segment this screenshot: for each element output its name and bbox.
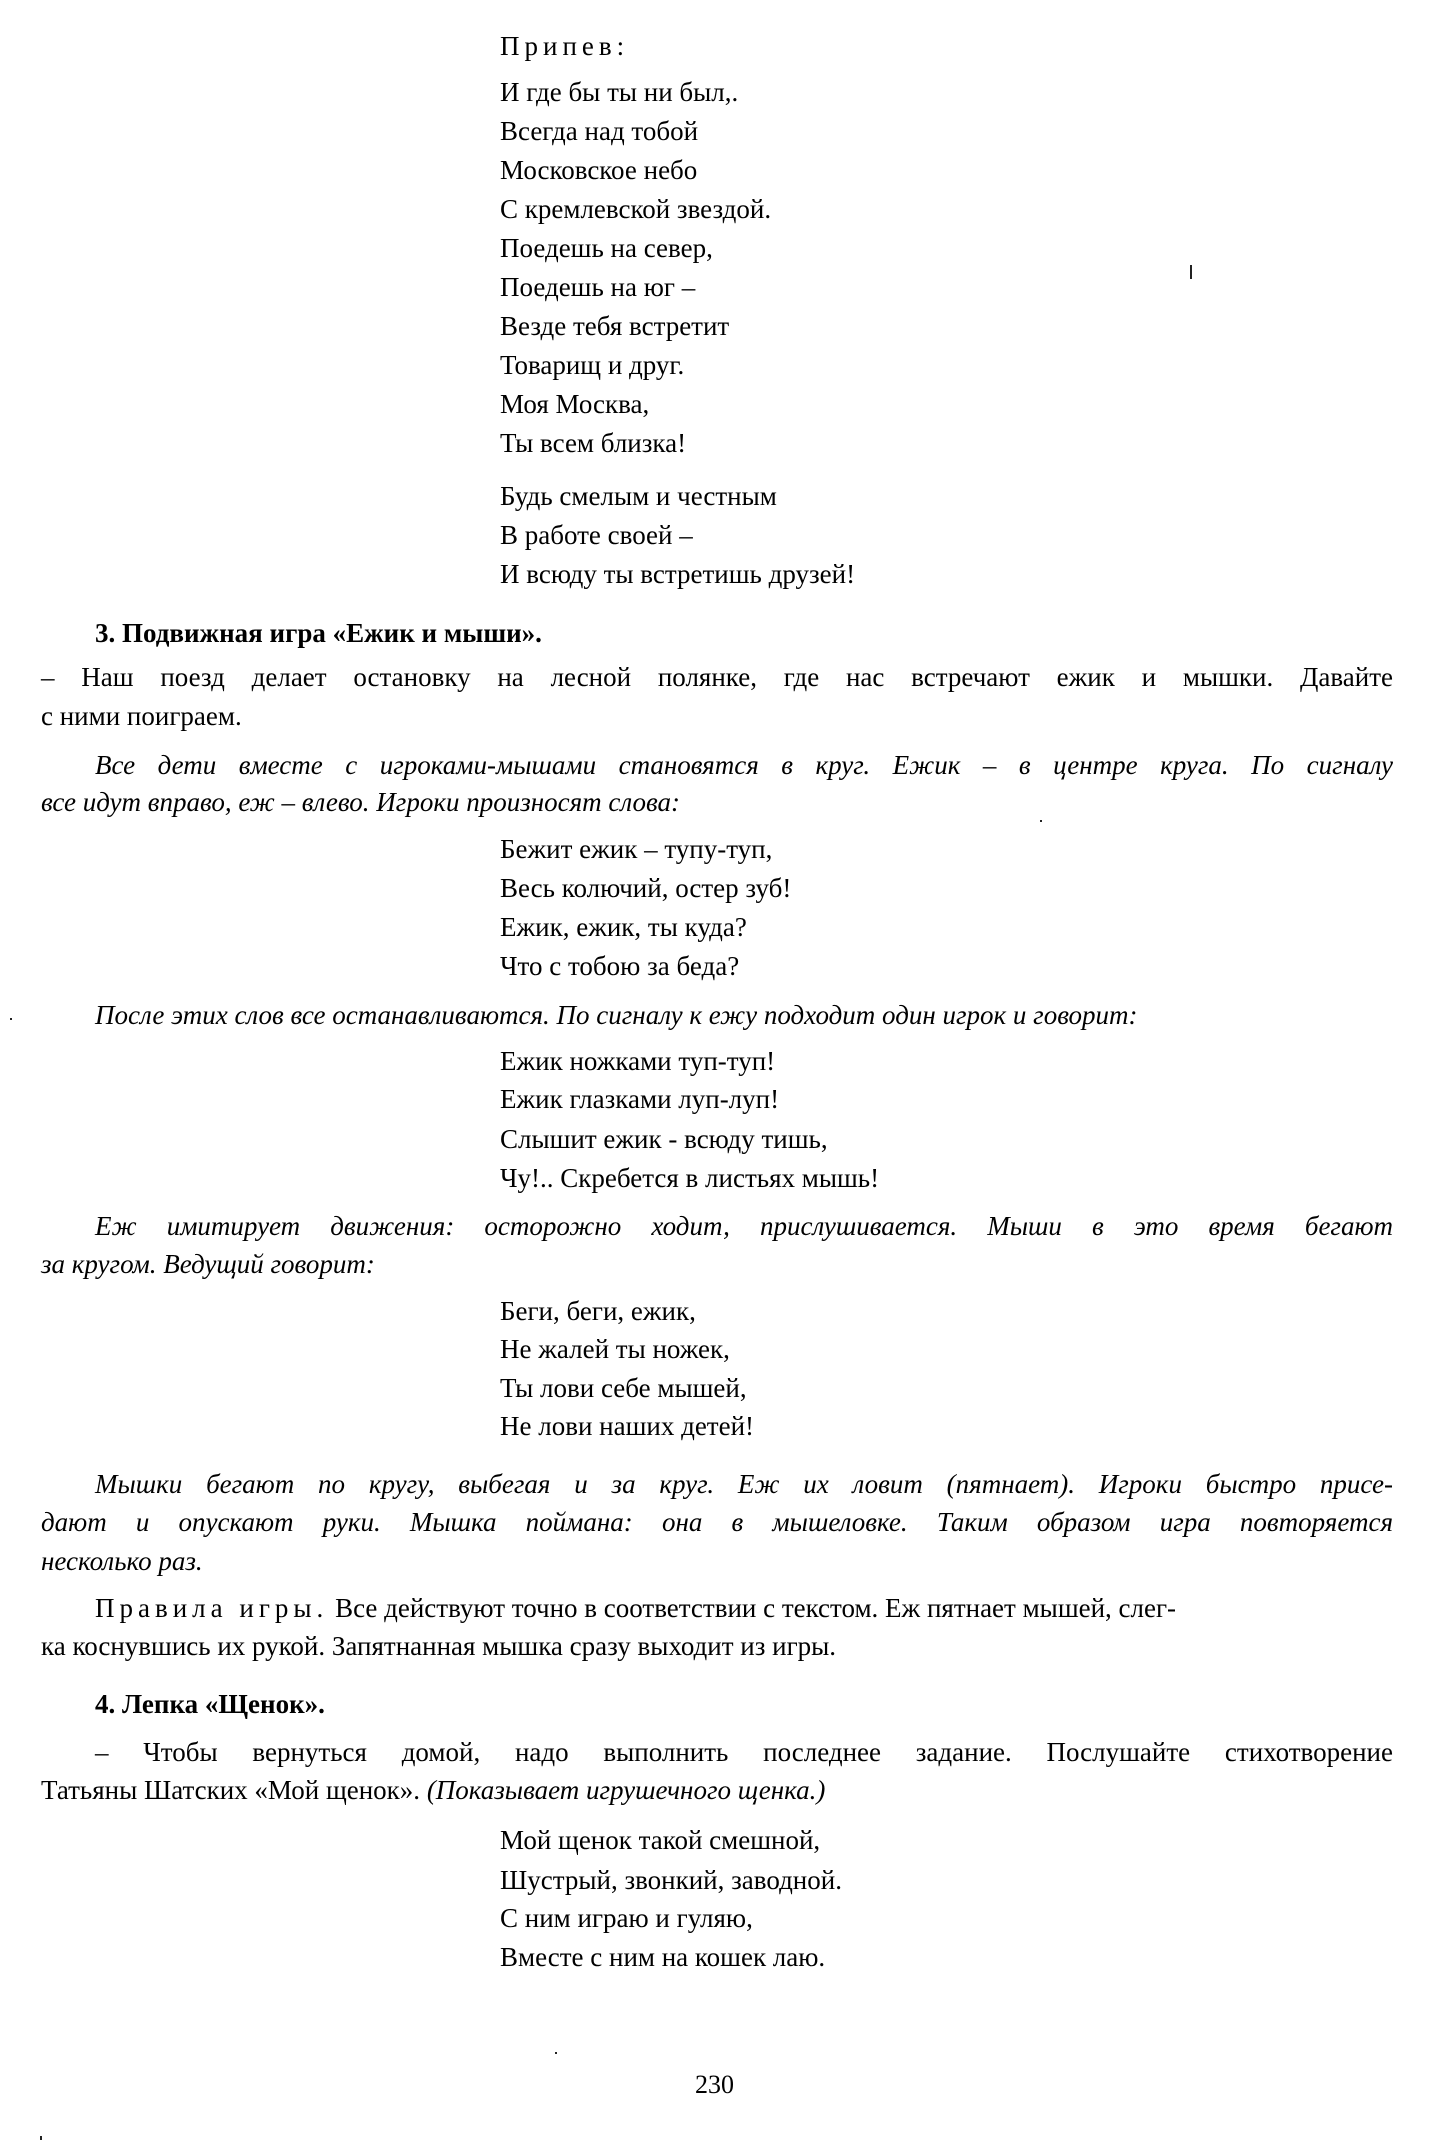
paragraph-text: Татьяны Шатских «Мой щенок». xyxy=(41,1775,427,1805)
section-heading: 4. Лепка «Щенок». xyxy=(95,1689,325,1719)
verse-line: Не лови наших детей! xyxy=(500,1411,755,1441)
page-number: 230 xyxy=(695,2070,734,2099)
chorus-line: Всегда над тобой xyxy=(500,116,699,146)
verse-line: Вместе с ним на кошек лаю. xyxy=(500,1942,826,1972)
chorus-line: С кремлевской звездой. xyxy=(500,194,772,224)
chorus-line: Поедешь на север, xyxy=(500,233,713,263)
instruction-line: все идут вправо, еж – влево. Игроки произносят слова: xyxy=(41,787,681,817)
instruction-line: дают и опускают руки. Мышка поймана: она в мышеловке. Таким образом игра повторяется xyxy=(41,1507,1393,1537)
verse-line: Шустрый, звонкий, заводной. xyxy=(500,1865,842,1895)
instruction-line: за кругом. Ведущий говорит: xyxy=(41,1249,375,1279)
paragraph-line xyxy=(41,1774,825,1806)
chorus-line: Моя Москва, xyxy=(500,389,650,419)
verse-line: Чу!.. Скребется в листьях мышь! xyxy=(500,1163,880,1193)
rules-label: Правила игры. xyxy=(95,1593,329,1623)
stanza-line: В работе своей – xyxy=(500,520,693,550)
instruction-line: несколько раз. xyxy=(41,1546,203,1576)
paragraph-line: – Наш поезд делает остановку на лесной полянке, где нас встречают ежик и мышки. Давайте xyxy=(41,662,1393,692)
stanza-line: Будь смелым и честным xyxy=(500,481,777,511)
scan-artifact xyxy=(555,2052,557,2054)
verse-line: Не жалей ты ножек, xyxy=(500,1334,730,1364)
paragraph-line: – Чтобы вернуться домой, надо выполнить последнее задание. Послушайте стихотворение xyxy=(95,1737,1393,1767)
scan-artifact xyxy=(1040,820,1042,822)
stage-direction: (Показывает игрушечного щенка.) xyxy=(426,1775,826,1805)
verse-line: Бежит ежик – тупу-туп, xyxy=(500,834,773,864)
stanza-line: И всюду ты встретишь друзей! xyxy=(500,559,856,589)
paragraph-line: с ними поиграем. xyxy=(41,701,242,731)
instruction-line: После этих слов все останавливаются. По сигналу к ежу подходит один игрок и говорит: xyxy=(95,1000,1138,1030)
verse-line: Беги, беги, ежик, xyxy=(500,1296,696,1326)
chorus-line: Ты всем близка! xyxy=(500,428,687,458)
rules-line xyxy=(95,1592,1393,1624)
verse-line: С ним играю и гуляю, xyxy=(500,1903,753,1933)
chorus-line: Поедешь на юг – xyxy=(500,272,696,302)
instruction-line: Все дети вместе с игроками-мышами становятся в круг. Ежик – в центре круга. По сигналу xyxy=(95,750,1393,780)
scan-artifact xyxy=(1190,265,1192,279)
instruction-line: Еж имитирует движения: осторожно ходит, прислушивается. Мыши в это время бегают xyxy=(95,1211,1393,1241)
verse-line: Что с тобою за беда? xyxy=(500,951,740,981)
chorus-line: Везде тебя встретит xyxy=(500,311,730,341)
verse-line: Мой щенок такой смешной, xyxy=(500,1825,821,1855)
section-heading: 3. Подвижная игра «Ежик и мыши». xyxy=(95,618,542,648)
verse-line: Весь колючий, остер зуб! xyxy=(500,873,792,903)
instruction-line: Мышки бегают по кругу, выбегая и за круг. Еж их ловит (пятнает). Игроки быстро присе- xyxy=(95,1469,1393,1499)
rules-text: Все действуют точно в соответствии с текстом. Еж пятнает мышей, слег- xyxy=(328,1593,1177,1623)
verse-line: Ты лови себе мышей, xyxy=(500,1373,747,1403)
verse-line: Ежик глазками луп-луп! xyxy=(500,1084,780,1114)
chorus-label: Припев: xyxy=(500,31,630,61)
chorus-line: И где бы ты ни был,. xyxy=(500,77,739,107)
scan-artifact xyxy=(40,2136,42,2140)
verse-line: Ежик ножками туп-туп! xyxy=(500,1046,776,1076)
chorus-line: Товарищ и друг. xyxy=(500,350,685,380)
verse-line: Слышит ежик - всюду тишь, xyxy=(500,1124,828,1154)
scan-artifact xyxy=(10,1018,12,1020)
verse-line: Ежик, ежик, ты куда? xyxy=(500,912,747,942)
rules-line: ка коснувшись их рукой. Запятнанная мышка сразу выходит из игры. xyxy=(41,1631,837,1661)
chorus-line: Московское небо xyxy=(500,155,698,185)
